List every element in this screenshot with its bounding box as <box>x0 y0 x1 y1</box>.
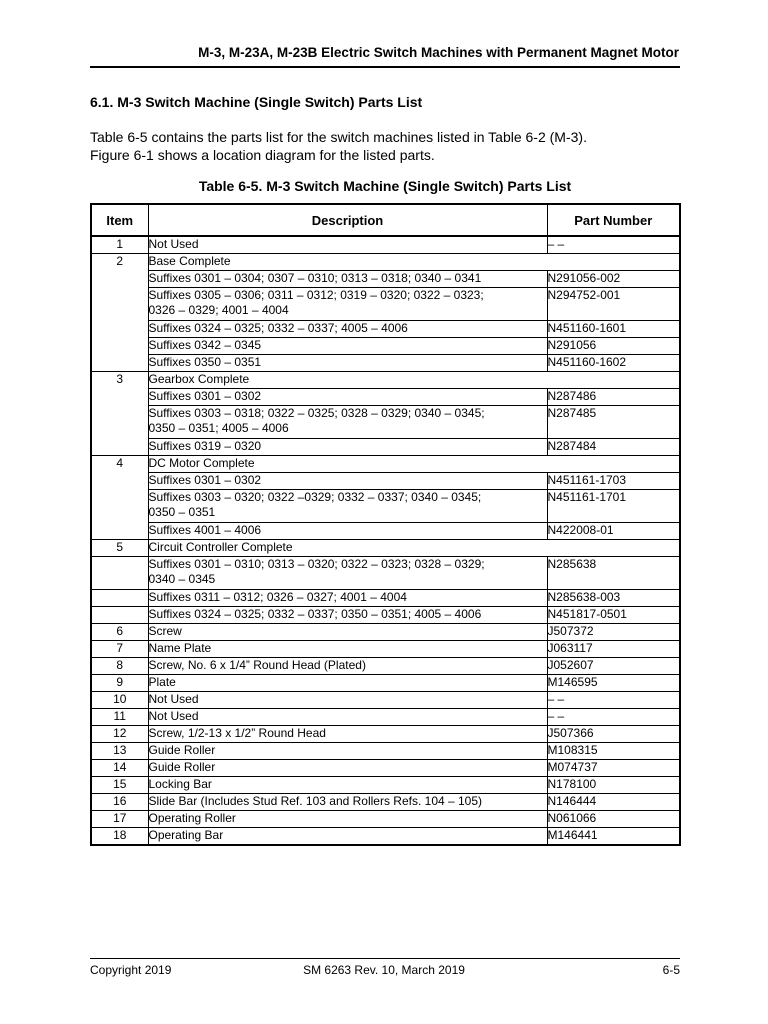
table-row <box>91 523 680 540</box>
description-line-2: 0350 – 0351; 4005 – 4006 <box>148 420 289 435</box>
table-row <box>91 288 680 321</box>
table-row <box>91 338 680 355</box>
item-cell: 8 <box>91 658 148 675</box>
part-number-cell: N422008-01 <box>547 523 680 540</box>
part-number-cell: N451160-1601 <box>547 321 680 338</box>
description-cell: Suffixes 4001 – 4006 <box>148 523 547 540</box>
part-number-cell: N287484 <box>547 439 680 456</box>
description-cell: Not Used <box>148 692 547 709</box>
table-row <box>91 473 680 490</box>
section-heading: 6.1. M-3 Switch Machine (Single Switch) Parts List <box>90 94 423 110</box>
table-row <box>91 811 680 828</box>
table-row <box>91 777 680 794</box>
description-line-2: 0340 – 0345 <box>148 571 216 586</box>
part-number-cell: N451160-1602 <box>547 355 680 372</box>
description-line-1: Suffixes 0303 – 0320; 0322 –0329; 0332 – 0337; 0340 – 0345; <box>148 490 482 504</box>
description-cell: Suffixes 0301 – 0302 <box>148 389 547 406</box>
part-number-cell: – – <box>547 236 680 254</box>
item-cell: 15 <box>91 777 148 794</box>
part-number-cell: J507372 <box>547 624 680 641</box>
footer-page-number: 6-5 <box>662 963 680 977</box>
part-number-cell: N451161-1701 <box>547 490 680 523</box>
description-line-1: Suffixes 0301 – 0310; 0313 – 0320; 0322 – 0323; 0328 – 0329; <box>148 557 485 571</box>
col-header-description: Description <box>148 204 547 236</box>
description-cell: Operating Bar <box>148 828 547 846</box>
part-number-cell: N285638 <box>547 557 680 590</box>
part-number-cell: N291056 <box>547 338 680 355</box>
item-cell: 16 <box>91 794 148 811</box>
item-cell: 17 <box>91 811 148 828</box>
table-row <box>91 456 680 473</box>
table-row <box>91 271 680 288</box>
table-row <box>91 692 680 709</box>
table-row <box>91 607 680 624</box>
footer-document-id: SM 6263 Rev. 10, March 2019 <box>303 963 465 977</box>
table-row <box>91 828 680 846</box>
item-cell: 5 <box>91 540 148 557</box>
intro-paragraph <box>90 128 680 164</box>
table-row <box>91 254 680 271</box>
footer-rule <box>90 958 680 959</box>
part-number-cell: N287485 <box>547 406 680 439</box>
part-number-cell: N146444 <box>547 794 680 811</box>
item-cell: 14 <box>91 760 148 777</box>
description-cell: DC Motor Complete <box>148 456 680 473</box>
parts-table <box>90 203 681 846</box>
table-row <box>91 540 680 557</box>
part-number-cell: – – <box>547 692 680 709</box>
table-row <box>91 439 680 456</box>
item-cell: 2 <box>91 254 148 372</box>
item-cell: 11 <box>91 709 148 726</box>
table-header-row <box>91 204 680 236</box>
table-row <box>91 709 680 726</box>
description-line-2: 0350 – 0351 <box>148 504 216 519</box>
item-cell: 18 <box>91 828 148 846</box>
description-cell: Suffixes 0324 – 0325; 0332 – 0337; 0350 – 0351; 4005 – 4006 <box>148 607 547 624</box>
running-header: M-3, M-23A, M-23B Electric Switch Machines with Permanent Magnet Motor <box>198 45 679 60</box>
description-cell: Name Plate <box>148 641 547 658</box>
description-cell: Suffixes 0301 – 0302 <box>148 473 547 490</box>
part-number-cell: N287486 <box>547 389 680 406</box>
table-row <box>91 624 680 641</box>
description-cell: Operating Roller <box>148 811 547 828</box>
table-row <box>91 590 680 607</box>
item-cell: 9 <box>91 675 148 692</box>
part-number-cell: N061066 <box>547 811 680 828</box>
table-row <box>91 389 680 406</box>
table-row <box>91 726 680 743</box>
description-cell: Not Used <box>148 236 547 254</box>
item-cell <box>91 607 148 624</box>
intro-line-2: Figure 6-1 shows a location diagram for the listed parts. <box>90 147 435 163</box>
table-row <box>91 372 680 389</box>
description-cell: Base Complete <box>148 254 680 271</box>
part-number-cell: J052607 <box>547 658 680 675</box>
description-cell: Suffixes 0350 – 0351 <box>148 355 547 372</box>
table-caption: Table 6-5. M-3 Switch Machine (Single Switch) Parts List <box>198 178 572 194</box>
item-cell: 12 <box>91 726 148 743</box>
description-cell: Gearbox Complete <box>148 372 680 389</box>
item-cell: 6 <box>91 624 148 641</box>
description-cell: Guide Roller <box>148 760 547 777</box>
table-row <box>91 760 680 777</box>
part-number-cell: M146441 <box>547 828 680 846</box>
col-header-item: Item <box>91 204 148 236</box>
table-row <box>91 658 680 675</box>
table-row <box>91 794 680 811</box>
description-cell: Guide Roller <box>148 743 547 760</box>
part-number-cell: N294752-001 <box>547 288 680 321</box>
description-cell: Circuit Controller Complete <box>148 540 680 557</box>
part-number-cell: M146595 <box>547 675 680 692</box>
table-row <box>91 557 680 590</box>
part-number-cell: – – <box>547 709 680 726</box>
header-rule <box>90 66 680 68</box>
description-line-2: 0326 – 0329; 4001 – 4004 <box>148 302 289 317</box>
table-row <box>91 321 680 338</box>
part-number-cell: N285638-003 <box>547 590 680 607</box>
table-row <box>91 675 680 692</box>
description-cell: Screw, No. 6 x 1/4” Round Head (Plated) <box>148 658 547 675</box>
part-number-cell: M074737 <box>547 760 680 777</box>
part-number-cell: N178100 <box>547 777 680 794</box>
description-cell: Locking Bar <box>148 777 547 794</box>
table-row <box>91 236 680 254</box>
table-row <box>91 743 680 760</box>
description-cell <box>148 406 547 439</box>
intro-line-1: Table 6-5 contains the parts list for the switch machines listed in Table 6-2 (M-3). <box>90 129 587 145</box>
description-cell <box>148 490 547 523</box>
table-row <box>91 406 680 439</box>
part-number-cell: N291056-002 <box>547 271 680 288</box>
description-cell <box>148 557 547 590</box>
description-cell: Screw, 1/2-13 x 1/2” Round Head <box>148 726 547 743</box>
item-cell: 4 <box>91 456 148 540</box>
description-cell <box>148 288 547 321</box>
footer-copyright: Copyright 2019 <box>90 963 172 977</box>
item-cell: 7 <box>91 641 148 658</box>
description-cell: Suffixes 0319 – 0320 <box>148 439 547 456</box>
description-cell: Suffixes 0301 – 0304; 0307 – 0310; 0313 – 0318; 0340 – 0341 <box>148 271 547 288</box>
description-cell: Screw <box>148 624 547 641</box>
item-cell: 10 <box>91 692 148 709</box>
col-header-part-number: Part Number <box>547 204 680 236</box>
table-row <box>91 490 680 523</box>
description-line-1: Suffixes 0305 – 0306; 0311 – 0312; 0319 – 0320; 0322 – 0323; <box>148 288 484 302</box>
table-row <box>91 355 680 372</box>
description-cell: Suffixes 0311 – 0312; 0326 – 0327; 4001 – 4004 <box>148 590 547 607</box>
part-number-cell: N451161-1703 <box>547 473 680 490</box>
item-cell: 1 <box>91 236 148 254</box>
item-cell <box>91 557 148 590</box>
item-cell: 13 <box>91 743 148 760</box>
part-number-cell: J507366 <box>547 726 680 743</box>
table-row <box>91 641 680 658</box>
item-cell <box>91 590 148 607</box>
description-cell: Plate <box>148 675 547 692</box>
description-cell: Slide Bar (Includes Stud Ref. 103 and Rollers Refs. 104 – 105) <box>148 794 547 811</box>
part-number-cell: J063117 <box>547 641 680 658</box>
description-line-1: Suffixes 0303 – 0318; 0322 – 0325; 0328 – 0329; 0340 – 0345; <box>148 406 485 420</box>
description-cell: Suffixes 0324 – 0325; 0332 – 0337; 4005 – 4006 <box>148 321 547 338</box>
item-cell: 3 <box>91 372 148 456</box>
part-number-cell: M108315 <box>547 743 680 760</box>
description-cell: Suffixes 0342 – 0345 <box>148 338 547 355</box>
part-number-cell: N451817-0501 <box>547 607 680 624</box>
description-cell: Not Used <box>148 709 547 726</box>
